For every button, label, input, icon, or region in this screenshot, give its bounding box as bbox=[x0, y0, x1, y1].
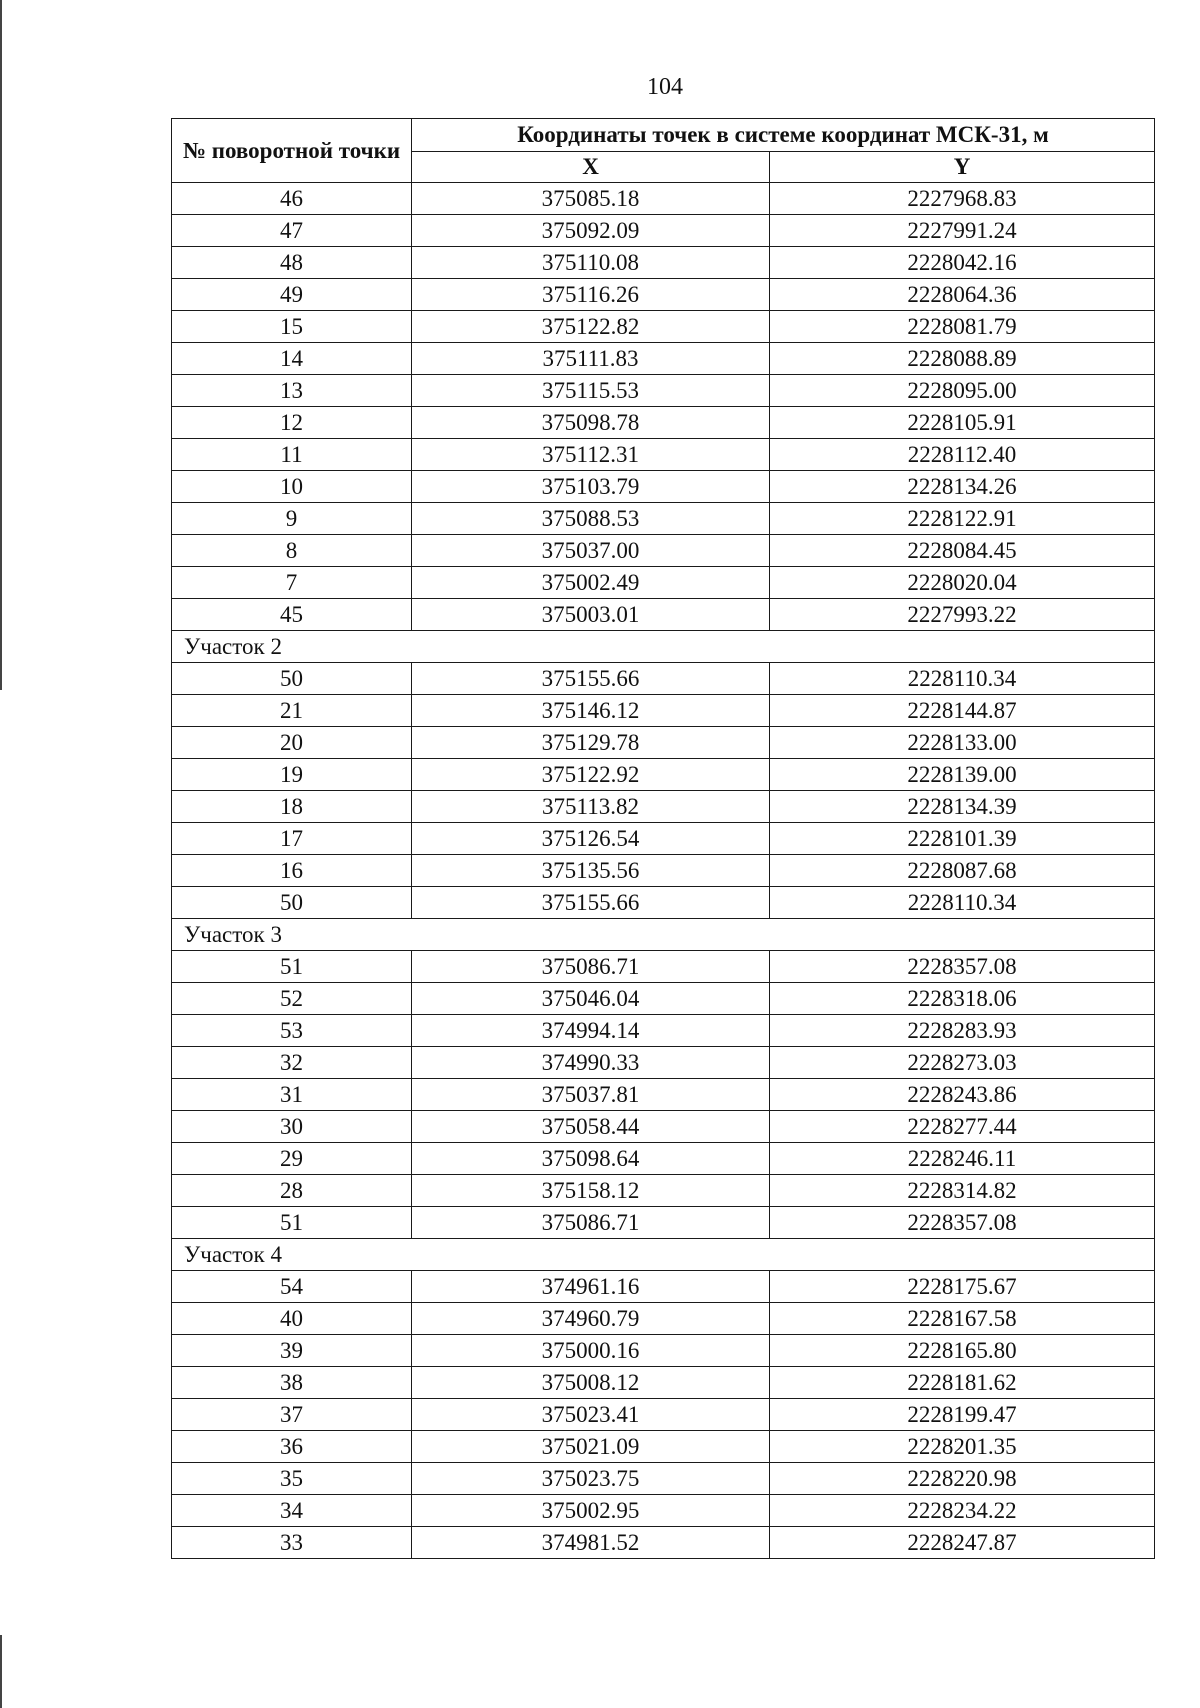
point-number-cell: 52 bbox=[172, 983, 412, 1015]
table-row bbox=[172, 1527, 1155, 1559]
section-row bbox=[172, 1239, 1155, 1271]
point-number-cell: 7 bbox=[172, 567, 412, 599]
section-label: Участок 3 bbox=[172, 919, 1155, 951]
scan-edge-line-top bbox=[0, 0, 2, 690]
y-coordinate-cell: 2228110.34 bbox=[770, 663, 1155, 695]
y-coordinate-cell: 2228087.68 bbox=[770, 855, 1155, 887]
table-row bbox=[172, 1431, 1155, 1463]
y-coordinate-cell: 2228357.08 bbox=[770, 1207, 1155, 1239]
x-coordinate-cell: 375023.75 bbox=[412, 1463, 770, 1495]
y-coordinate-cell: 2228246.11 bbox=[770, 1143, 1155, 1175]
point-number-cell: 10 bbox=[172, 471, 412, 503]
x-coordinate-cell: 375110.08 bbox=[412, 247, 770, 279]
y-coordinate-cell: 2228064.36 bbox=[770, 279, 1155, 311]
y-coordinate-cell: 2228020.04 bbox=[770, 567, 1155, 599]
y-coordinate-cell: 2228110.34 bbox=[770, 887, 1155, 919]
table-row bbox=[172, 887, 1155, 919]
point-number-cell: 11 bbox=[172, 439, 412, 471]
table-row bbox=[172, 855, 1155, 887]
point-number-cell: 28 bbox=[172, 1175, 412, 1207]
point-number-cell: 17 bbox=[172, 823, 412, 855]
y-coordinate-cell: 2228283.93 bbox=[770, 1015, 1155, 1047]
coordinates-table bbox=[171, 118, 1155, 1559]
table-row bbox=[172, 1047, 1155, 1079]
y-coordinate-cell: 2228112.40 bbox=[770, 439, 1155, 471]
point-number-cell: 54 bbox=[172, 1271, 412, 1303]
x-coordinate-cell: 375021.09 bbox=[412, 1431, 770, 1463]
table-row bbox=[172, 311, 1155, 343]
x-coordinate-cell: 375158.12 bbox=[412, 1175, 770, 1207]
x-coordinate-cell: 375112.31 bbox=[412, 439, 770, 471]
point-number-cell: 35 bbox=[172, 1463, 412, 1495]
table-row bbox=[172, 279, 1155, 311]
y-coordinate-cell: 2228199.47 bbox=[770, 1399, 1155, 1431]
y-coordinate-cell: 2228105.91 bbox=[770, 407, 1155, 439]
x-coordinate-cell: 374960.79 bbox=[412, 1303, 770, 1335]
table-row bbox=[172, 439, 1155, 471]
y-coordinate-cell: 2228277.44 bbox=[770, 1111, 1155, 1143]
section-label: Участок 4 bbox=[172, 1239, 1155, 1271]
table-row bbox=[172, 759, 1155, 791]
y-coordinate-cell: 2228181.62 bbox=[770, 1367, 1155, 1399]
point-number-cell: 31 bbox=[172, 1079, 412, 1111]
point-number-cell: 15 bbox=[172, 311, 412, 343]
point-number-cell: 16 bbox=[172, 855, 412, 887]
x-coordinate-cell: 375155.66 bbox=[412, 663, 770, 695]
table-row bbox=[172, 567, 1155, 599]
table-row bbox=[172, 375, 1155, 407]
point-number-cell: 14 bbox=[172, 343, 412, 375]
point-number-cell: 18 bbox=[172, 791, 412, 823]
point-number-cell: 40 bbox=[172, 1303, 412, 1335]
x-column-header: X bbox=[412, 152, 770, 183]
x-coordinate-cell: 375113.82 bbox=[412, 791, 770, 823]
x-coordinate-cell: 375111.83 bbox=[412, 343, 770, 375]
section-row bbox=[172, 919, 1155, 951]
x-coordinate-cell: 375116.26 bbox=[412, 279, 770, 311]
table-row bbox=[172, 1303, 1155, 1335]
x-coordinate-cell: 375122.92 bbox=[412, 759, 770, 791]
point-number-cell: 39 bbox=[172, 1335, 412, 1367]
x-coordinate-cell: 374994.14 bbox=[412, 1015, 770, 1047]
y-coordinate-cell: 2228165.80 bbox=[770, 1335, 1155, 1367]
point-number-cell: 37 bbox=[172, 1399, 412, 1431]
y-coordinate-cell: 2228234.22 bbox=[770, 1495, 1155, 1527]
x-coordinate-cell: 375002.49 bbox=[412, 567, 770, 599]
point-number-cell: 29 bbox=[172, 1143, 412, 1175]
y-coordinate-cell: 2228201.35 bbox=[770, 1431, 1155, 1463]
x-coordinate-cell: 375023.41 bbox=[412, 1399, 770, 1431]
point-number-cell: 9 bbox=[172, 503, 412, 535]
x-coordinate-cell: 375086.71 bbox=[412, 951, 770, 983]
point-number-header: № поворотной точки bbox=[172, 119, 412, 183]
table-row bbox=[172, 1143, 1155, 1175]
point-number-cell: 45 bbox=[172, 599, 412, 631]
x-coordinate-cell: 375115.53 bbox=[412, 375, 770, 407]
table-row bbox=[172, 1079, 1155, 1111]
y-coordinate-cell: 2228042.16 bbox=[770, 247, 1155, 279]
x-coordinate-cell: 375103.79 bbox=[412, 471, 770, 503]
x-coordinate-cell: 375122.82 bbox=[412, 311, 770, 343]
table-row bbox=[172, 471, 1155, 503]
point-number-cell: 13 bbox=[172, 375, 412, 407]
table-row bbox=[172, 1207, 1155, 1239]
table-row bbox=[172, 247, 1155, 279]
y-coordinate-cell: 2228243.86 bbox=[770, 1079, 1155, 1111]
table-row bbox=[172, 1399, 1155, 1431]
x-coordinate-cell: 375086.71 bbox=[412, 1207, 770, 1239]
x-coordinate-cell: 375046.04 bbox=[412, 983, 770, 1015]
table-row bbox=[172, 663, 1155, 695]
x-coordinate-cell: 375135.56 bbox=[412, 855, 770, 887]
table-row bbox=[172, 407, 1155, 439]
y-coordinate-cell: 2227968.83 bbox=[770, 183, 1155, 215]
section-label: Участок 2 bbox=[172, 631, 1155, 663]
table-row bbox=[172, 1111, 1155, 1143]
y-coordinate-cell: 2228167.58 bbox=[770, 1303, 1155, 1335]
y-coordinate-cell: 2228144.87 bbox=[770, 695, 1155, 727]
table-row bbox=[172, 343, 1155, 375]
point-number-cell: 48 bbox=[172, 247, 412, 279]
point-number-cell: 32 bbox=[172, 1047, 412, 1079]
y-coordinate-cell: 2228133.00 bbox=[770, 727, 1155, 759]
point-number-cell: 51 bbox=[172, 951, 412, 983]
table-row bbox=[172, 1463, 1155, 1495]
x-coordinate-cell: 375129.78 bbox=[412, 727, 770, 759]
y-coordinate-cell: 2228095.00 bbox=[770, 375, 1155, 407]
table-body bbox=[172, 183, 1155, 1559]
x-coordinate-cell: 375098.78 bbox=[412, 407, 770, 439]
point-number-cell: 36 bbox=[172, 1431, 412, 1463]
x-coordinate-cell: 375085.18 bbox=[412, 183, 770, 215]
table-row bbox=[172, 951, 1155, 983]
table-row bbox=[172, 215, 1155, 247]
point-number-cell: 47 bbox=[172, 215, 412, 247]
point-number-cell: 20 bbox=[172, 727, 412, 759]
x-coordinate-cell: 375000.16 bbox=[412, 1335, 770, 1367]
y-coordinate-cell: 2228134.26 bbox=[770, 471, 1155, 503]
x-coordinate-cell: 375037.81 bbox=[412, 1079, 770, 1111]
table-row bbox=[172, 727, 1155, 759]
point-number-cell: 19 bbox=[172, 759, 412, 791]
table-row bbox=[172, 503, 1155, 535]
x-coordinate-cell: 374990.33 bbox=[412, 1047, 770, 1079]
point-number-cell: 8 bbox=[172, 535, 412, 567]
y-coordinate-cell: 2228357.08 bbox=[770, 951, 1155, 983]
y-coordinate-cell: 2228088.89 bbox=[770, 343, 1155, 375]
y-coordinate-cell: 2228084.45 bbox=[770, 535, 1155, 567]
table-row bbox=[172, 983, 1155, 1015]
x-coordinate-cell: 375098.64 bbox=[412, 1143, 770, 1175]
y-column-header: Y bbox=[770, 152, 1155, 183]
x-coordinate-cell: 375002.95 bbox=[412, 1495, 770, 1527]
x-coordinate-cell: 375088.53 bbox=[412, 503, 770, 535]
point-number-cell: 12 bbox=[172, 407, 412, 439]
point-number-cell: 38 bbox=[172, 1367, 412, 1399]
y-coordinate-cell: 2228081.79 bbox=[770, 311, 1155, 343]
x-coordinate-cell: 374981.52 bbox=[412, 1527, 770, 1559]
page-number: 104 bbox=[647, 74, 683, 100]
y-coordinate-cell: 2227993.22 bbox=[770, 599, 1155, 631]
scan-edge-line-bottom bbox=[0, 1635, 2, 1708]
y-coordinate-cell: 2228247.87 bbox=[770, 1527, 1155, 1559]
y-coordinate-cell: 2228318.06 bbox=[770, 983, 1155, 1015]
y-coordinate-cell: 2228175.67 bbox=[770, 1271, 1155, 1303]
y-coordinate-cell: 2228101.39 bbox=[770, 823, 1155, 855]
y-coordinate-cell: 2228122.91 bbox=[770, 503, 1155, 535]
table-header bbox=[172, 119, 1155, 183]
x-coordinate-cell: 374961.16 bbox=[412, 1271, 770, 1303]
x-coordinate-cell: 375155.66 bbox=[412, 887, 770, 919]
point-number-cell: 30 bbox=[172, 1111, 412, 1143]
point-number-cell: 51 bbox=[172, 1207, 412, 1239]
point-number-cell: 50 bbox=[172, 663, 412, 695]
section-row bbox=[172, 631, 1155, 663]
table-row bbox=[172, 1335, 1155, 1367]
y-coordinate-cell: 2228314.82 bbox=[770, 1175, 1155, 1207]
table-row bbox=[172, 535, 1155, 567]
point-number-cell: 33 bbox=[172, 1527, 412, 1559]
table-row bbox=[172, 1271, 1155, 1303]
table-row bbox=[172, 183, 1155, 215]
y-coordinate-cell: 2228139.00 bbox=[770, 759, 1155, 791]
table-row bbox=[172, 1495, 1155, 1527]
table-row bbox=[172, 1015, 1155, 1047]
y-coordinate-cell: 2228273.03 bbox=[770, 1047, 1155, 1079]
table-row bbox=[172, 1367, 1155, 1399]
table-row bbox=[172, 599, 1155, 631]
table-row bbox=[172, 1175, 1155, 1207]
y-coordinate-cell: 2228134.39 bbox=[770, 791, 1155, 823]
x-coordinate-cell: 375003.01 bbox=[412, 599, 770, 631]
table-row bbox=[172, 791, 1155, 823]
table-row bbox=[172, 695, 1155, 727]
coordinates-header: Координаты точек в системе координат МСК-31, м bbox=[412, 119, 1155, 152]
y-coordinate-cell: 2228220.98 bbox=[770, 1463, 1155, 1495]
point-number-cell: 50 bbox=[172, 887, 412, 919]
table-row bbox=[172, 823, 1155, 855]
point-number-cell: 21 bbox=[172, 695, 412, 727]
x-coordinate-cell: 375126.54 bbox=[412, 823, 770, 855]
x-coordinate-cell: 375037.00 bbox=[412, 535, 770, 567]
y-coordinate-cell: 2227991.24 bbox=[770, 215, 1155, 247]
x-coordinate-cell: 375146.12 bbox=[412, 695, 770, 727]
point-number-cell: 49 bbox=[172, 279, 412, 311]
point-number-cell: 34 bbox=[172, 1495, 412, 1527]
x-coordinate-cell: 375008.12 bbox=[412, 1367, 770, 1399]
x-coordinate-cell: 375058.44 bbox=[412, 1111, 770, 1143]
point-number-cell: 53 bbox=[172, 1015, 412, 1047]
point-number-cell: 46 bbox=[172, 183, 412, 215]
x-coordinate-cell: 375092.09 bbox=[412, 215, 770, 247]
